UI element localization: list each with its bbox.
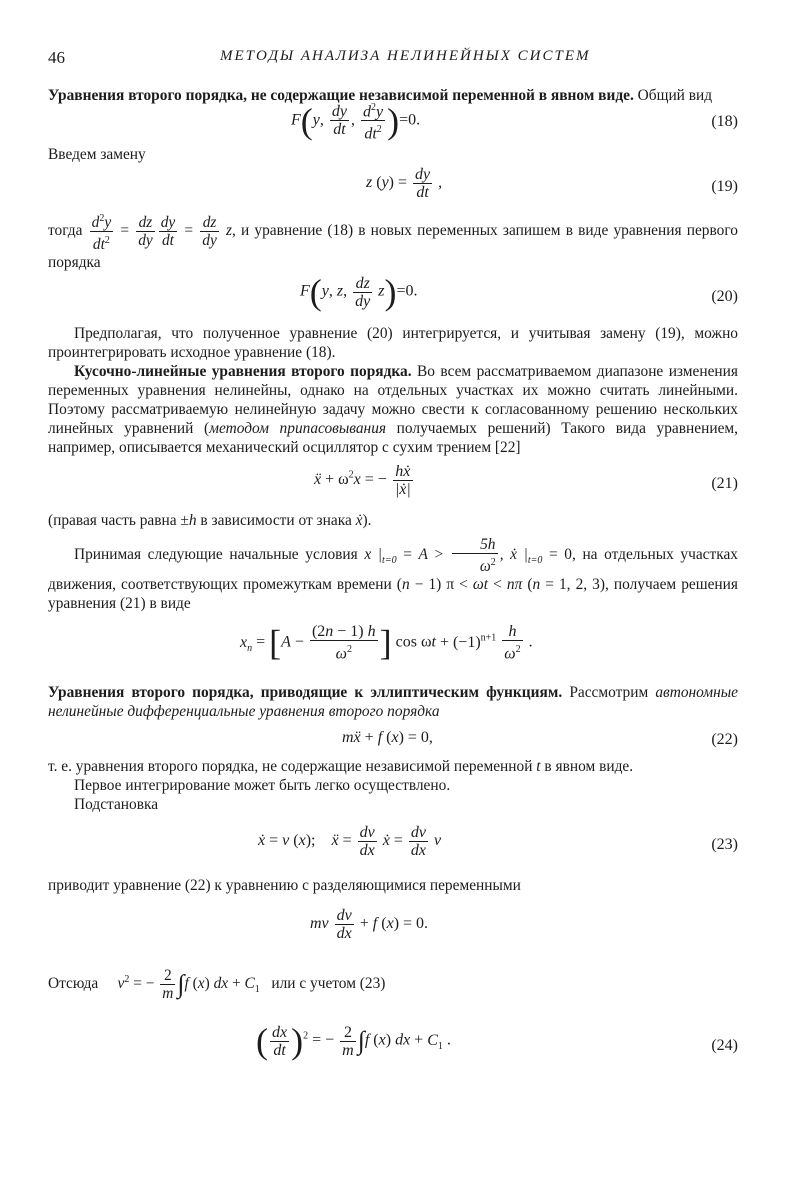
running-title: МЕТОДЫ АНАЛИЗА НЕЛИНЕЙНЫХ СИСТЕМ	[220, 48, 591, 64]
page-number: 46	[48, 48, 65, 67]
section-1-general-form: Общий вид	[633, 87, 713, 104]
no-independent-variable: т. е. уравнения второго порядка, не содержащие независимой переменной t в явном виде.	[48, 758, 634, 776]
equation-19: z (y) = $\frac{dy}{dt}$ , (19)	[366, 166, 738, 201]
section-2-heading: Кусочно-линейные уравнения второго порядка.	[74, 363, 412, 381]
velocity-integral: Отсюда $v^2$ = − $\frac{2}{m}$ ∫f (x) dx + $C_1$ или с учетом (23)	[48, 967, 386, 1003]
eq23-number: (23)	[711, 836, 738, 854]
eq20-number: (20)	[711, 288, 738, 306]
separable-equation: mv $\frac{dv}{dx}$ + f (x) = 0.	[310, 907, 429, 943]
first-integration: Первое интегрирование может быть легко осуществлено.	[74, 777, 451, 795]
equation-23: ẋ = v (x); ẍ = $\frac{dv}{dx}$ ẋ = $\frac{dv}{dx}$ v (23)	[258, 824, 738, 860]
section-1-heading: Уравнения второго порядка, не содержащие независимой переменной в явном виде.	[48, 87, 634, 104]
initial-conditions: Принимая следующие начальные условия x $|_{t=0} = A$ > $\frac{5h}{\omega^2}$ , ẋ $|_{t=0} = 0$, на отдельных участках движения, соответствующих промежуткам времени (n − 1) π < ωt < nπ (n = 1, 2, 3), получаем решения уравнения (21) в виде	[48, 536, 738, 613]
solution-xn: $x_n = [A$ − $\frac{(2n - 1) h}{\omega^2}$ ] $\cos \omega t + (-1)^{n+1}$ $\frac{h}{\omega^2}$ .	[240, 623, 533, 664]
eq21-number: (21)	[711, 475, 738, 493]
section-2-paragraph: Кусочно-линейные уравнения второго порядка. Во всем рассматриваемом диапазоне изменения переменных уравнения нелинейны, однако на отдельных участках их можно считать линейными. Поэтому рассматриваемую нелинейную задачу можно свести к согласованному решению нескольких линейных уравнений (методом припасовывания получаемых решений) Такого вида уравнением, например, описывается механический осциллятор с сухим трением [22]	[48, 363, 738, 457]
equation-22: mẍ + f (x) = 0, (22)	[342, 729, 738, 749]
equation-18: F(y, $\frac{dy}{dt}$ , $\frac{d^2y}{dt^2}$ )=0. (18)	[291, 100, 738, 143]
page-header	[48, 48, 738, 72]
equation-24: ( $\frac{dx}{dt}$ )$^2$ = − $\frac{2}{m}$ ∫f (x) dx + $C_1$ . (24)	[256, 1021, 738, 1062]
section-1-conclusion: Предполагая, что полученное уравнение (20) интегрируется, и учитывая замену (19), можно проинтегрировать исходное уравнение (18).	[48, 325, 738, 362]
sign-note: (правая часть равна ±h в зависимости от знака ẋ).	[48, 512, 372, 530]
eq18-number: (18)	[711, 113, 738, 130]
substitution-label: Подстановка	[74, 796, 159, 814]
introduce-substitution: Введем замену	[48, 146, 146, 163]
equation-20: F(y, z, $\frac{dz}{dy}$ z)=0. (20)	[300, 272, 738, 313]
eq24-number: (24)	[711, 1037, 738, 1055]
separable-equation-text: приводит уравнение (22) к уравнению с разделяющимися переменными	[48, 877, 521, 895]
equation-21: ẍ + $\omega^2x$ = − $\frac{\text{hẋ}}{\text{|ẋ|}}$ (21)	[314, 463, 738, 499]
section-3-heading: Уравнения второго порядка, приводящие к эллиптическим функциям.	[48, 684, 563, 702]
section-3-paragraph: Уравнения второго порядка, приводящие к эллиптическим функциям. Рассмотрим автономные нелинейные дифференциальные уравнения второго порядка	[48, 684, 738, 721]
page-body	[48, 86, 738, 1077]
eq22-number: (22)	[711, 731, 738, 749]
substitution-derivation: тогда $\frac{d^2y}{dt^2}$ = $\frac{dz}{dy}$ $\frac{dy}{dt}$ = $\frac{dz}{dy}$ z, и уравнение (18) в новых переменных запишем в виде уравнения первого порядка	[48, 213, 738, 272]
eq19-number: (19)	[711, 178, 738, 195]
